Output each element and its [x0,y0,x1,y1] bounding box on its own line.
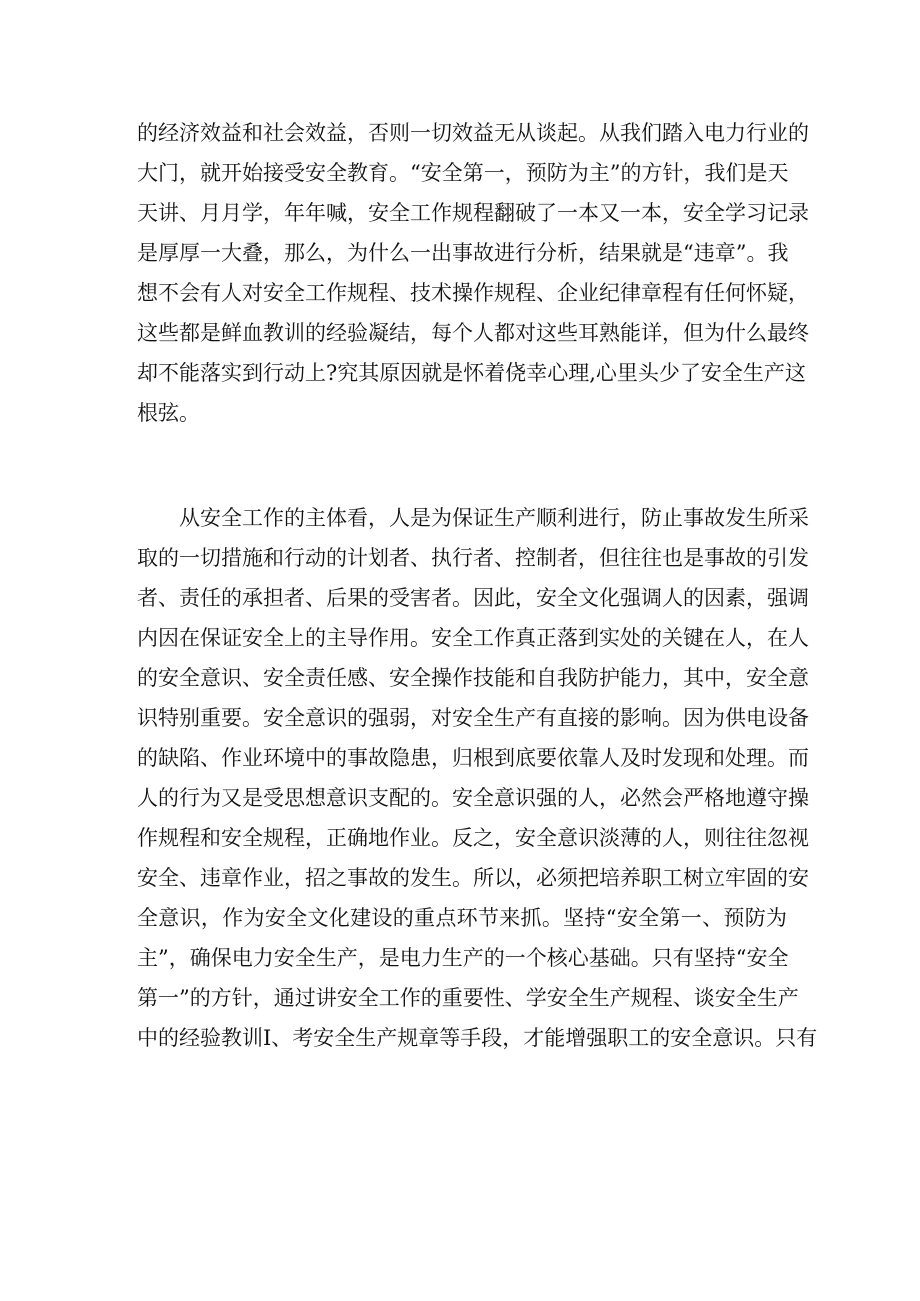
text-line: 安全、违章作业，招之事故的发生。所以，必须把培养职工树立牢固的安 [137,866,809,890]
text-line: 人的行为又是受思想意识支配的。安全意识强的人，必然会严格地遵守操 [137,786,809,810]
text-line: 第一”的方针，通过讲安全工作的重要性、学安全生产规程、谈安全生产 [137,986,799,1010]
text-line: 主”，确保电力安全生产，是电力生产的一个核心基础。只有坚持“安全 [137,946,789,970]
text-line: 这些都是鲜血教训的经验凝结，每个人都对这些耳熟能详，但为什么最终 [137,321,809,345]
text-line: 想不会有人对安全工作规程、技术操作规程、企业纪律章程有任何怀疑， [137,281,809,305]
text-line: 的安全意识、安全责任感、安全操作技能和自我防护能力，其中，安全意 [137,666,809,690]
text-line: 天讲、月月学，年年喊，安全工作规程翻破了一本又一本，安全学习记录 [137,201,809,225]
paragraph-2 [137,498,818,1058]
text-line: 中的经验教训I、考安全生产规章等手段，才能增强职工的安全意识。只有 [137,1026,818,1050]
text-line: 全意识，作为安全文化建设的重点环节来抓。坚持“安全第一、预防为 [137,906,787,930]
text-line: 根弦。 [137,401,200,425]
paragraph-1 [137,113,809,433]
text-line: 识特别重要。安全意识的强弱，对安全生产有直接的影响。因为供电设备 [137,706,809,730]
text-line: 的缺陷、作业环境中的事故隐患，归根到底要依靠人及时发现和处理。而 [137,746,809,770]
text-line: 的经济效益和社会效益，否则一切效益无从谈起。从我们踏入电力行业的 [137,121,809,145]
text-line: 却不能落实到行动上?究其原因就是怀着侥幸心理,心里头少了安全生产这 [137,361,806,385]
text-line: 是厚厚一大叠，那么，为什么一出事故进行分析，结果就是“违章”。我 [137,241,789,265]
text-line: 者、责任的承担者、后果的受害者。因此，安全文化强调人的因素，强调 [137,586,809,610]
text-line: 内因在保证安全上的主导作用。安全工作真正落到实处的关键在人，在人 [137,626,809,650]
text-line: 作规程和安全规程，正确地作业。反之，安全意识淡薄的人，则往往忽视 [137,826,809,850]
text-line: 从安全工作的主体看，人是为保证生产顺利进行，防止事故发生所采 [179,506,809,530]
text-line: 大门，就开始接受安全教育。“安全第一，预防为主”的方针，我们是天 [137,161,789,185]
text-line: 取的一切措施和行动的计划者、执行者、控制者，但往往也是事故的引发 [137,546,809,570]
